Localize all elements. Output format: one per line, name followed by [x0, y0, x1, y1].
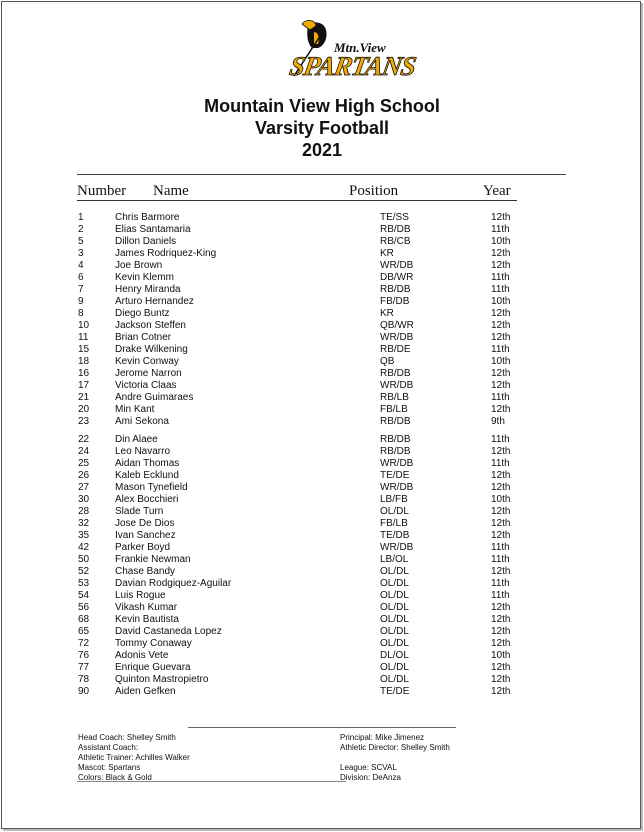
player-position: OL/DL	[380, 674, 409, 685]
roster-row	[0, 626, 644, 638]
player-year: 12th	[491, 566, 511, 577]
player-number: 11	[78, 332, 89, 343]
player-name: Ami Sekona	[115, 416, 169, 427]
player-name: Kevin Klemm	[115, 272, 174, 283]
player-number: 72	[78, 638, 90, 649]
roster-row	[0, 662, 644, 674]
player-number: 10	[78, 320, 90, 331]
player-number: 2	[78, 224, 84, 235]
player-year: 12th	[491, 368, 511, 379]
player-number: 25	[78, 458, 90, 469]
athletic-trainer: Athletic Trainer: Achilles Walker	[78, 753, 190, 762]
roster-row	[0, 404, 644, 416]
player-position: TE/SS	[380, 212, 409, 223]
player-position: FB/LB	[380, 518, 408, 529]
player-year: 12th	[491, 638, 511, 649]
player-number: 35	[78, 530, 90, 541]
roster-row	[0, 248, 644, 260]
player-position: OL/DL	[380, 626, 409, 637]
player-position: FB/LB	[380, 404, 408, 415]
roster-row	[0, 482, 644, 494]
player-year: 11th	[491, 458, 510, 469]
roster-row	[0, 224, 644, 236]
team-title: Varsity Football	[254, 118, 390, 138]
player-year: 12th	[491, 380, 511, 391]
player-year: 12th	[491, 404, 511, 415]
player-name: Jackson Steffen	[115, 320, 186, 331]
player-year: 11th	[491, 554, 510, 565]
player-year: 12th	[491, 686, 511, 697]
player-name: Brian Cotner	[115, 332, 172, 343]
player-year: 10th	[491, 356, 511, 367]
player-position: OL/DL	[380, 638, 409, 649]
player-number: 4	[78, 260, 84, 271]
roster-row	[0, 602, 644, 614]
player-year: 12th	[491, 260, 511, 271]
player-position: RB/DB	[380, 416, 411, 427]
player-number: 65	[78, 626, 90, 637]
roster-row	[0, 368, 644, 380]
player-year: 12th	[491, 308, 511, 319]
roster-row	[0, 212, 644, 224]
player-position: QB/WR	[380, 320, 414, 331]
player-name: David Castaneda Lopez	[115, 626, 222, 637]
player-name: Kevin Conway	[115, 356, 179, 367]
principal: Principal: Mike Jimenez	[340, 733, 425, 742]
player-number: 21	[78, 392, 90, 403]
player-position: TE/DE	[380, 470, 410, 481]
roster-row	[0, 530, 644, 542]
player-year: 11th	[491, 272, 510, 283]
player-position: DL/OL	[380, 650, 409, 661]
logo-text-mtn-view: Mtn.View	[334, 40, 386, 55]
player-position: WR/DB	[380, 542, 414, 553]
player-year: 11th	[491, 344, 510, 355]
footer-underline	[77, 781, 346, 782]
player-year: 10th	[491, 494, 511, 505]
player-year: 11th	[491, 434, 510, 445]
player-position: WR/DB	[380, 260, 414, 271]
player-number: 16	[78, 368, 90, 379]
player-position: OL/DL	[380, 566, 409, 577]
player-number: 28	[78, 506, 90, 517]
player-name: Kevin Bautista	[115, 614, 179, 625]
roster-row	[0, 590, 644, 602]
player-number: 52	[78, 566, 90, 577]
player-year: 10th	[491, 650, 511, 661]
player-name: Ivan Sanchez	[115, 530, 176, 541]
assistant-coach: Assistant Coach:	[78, 743, 139, 752]
player-number: 77	[78, 662, 90, 673]
player-number: 17	[78, 380, 90, 391]
roster-row	[0, 296, 644, 308]
player-name: Luis Rogue	[115, 590, 166, 601]
roster-row	[0, 650, 644, 662]
player-position: OL/DL	[380, 590, 409, 601]
player-position: WR/DB	[380, 458, 414, 469]
player-year: 12th	[491, 320, 511, 331]
player-position: RB/DB	[380, 284, 411, 295]
player-position: RB/DB	[380, 368, 411, 379]
player-name: Joe Brown	[115, 260, 163, 271]
player-number: 8	[78, 308, 84, 319]
roster-row	[0, 578, 644, 590]
player-year: 11th	[491, 578, 510, 589]
player-position: WR/DB	[380, 482, 414, 493]
player-number: 23	[78, 416, 90, 427]
roster-row	[0, 638, 644, 650]
player-year: 12th	[491, 518, 511, 529]
player-name: Aidan Thomas	[115, 458, 180, 469]
player-position: RB/DB	[380, 224, 411, 235]
roster-row	[0, 380, 644, 392]
head-coach: Head Coach: Shelley Smith	[78, 733, 176, 742]
roster-row	[0, 446, 644, 458]
player-number: 78	[78, 674, 90, 685]
player-year: 12th	[491, 530, 511, 541]
player-year: 12th	[491, 446, 511, 457]
school-title: Mountain View High School	[204, 96, 440, 116]
roster-row	[0, 518, 644, 530]
player-position: RB/DB	[380, 434, 411, 445]
roster-row	[0, 416, 644, 428]
player-position: KR	[380, 248, 394, 259]
season-year: 2021	[301, 140, 343, 160]
roster-row	[0, 566, 644, 578]
player-name: Diego Buntz	[115, 308, 170, 319]
player-position: RB/DB	[380, 446, 411, 457]
player-number: 5	[78, 236, 84, 247]
roster-row	[0, 434, 644, 446]
player-position: OL/DL	[380, 602, 409, 613]
player-name: Jerome Narron	[115, 368, 182, 379]
player-name: Enrique Guevara	[115, 662, 191, 673]
player-year: 12th	[491, 482, 511, 493]
player-number: 30	[78, 494, 90, 505]
roster-row	[0, 236, 644, 248]
roster-row	[0, 494, 644, 506]
player-number: 54	[78, 590, 90, 601]
player-number: 53	[78, 578, 90, 589]
player-year: 12th	[491, 614, 511, 625]
player-year: 12th	[491, 506, 511, 517]
player-name: Quinton Mastropietro	[115, 674, 209, 685]
player-number: 76	[78, 650, 90, 661]
player-number: 7	[78, 284, 84, 295]
roster-row	[0, 272, 644, 284]
player-year: 11th	[491, 590, 510, 601]
player-name: Drake Wilkening	[115, 344, 188, 355]
player-name: Jose De Dios	[115, 518, 175, 529]
player-number: 42	[78, 542, 90, 553]
footer-divider	[188, 727, 456, 728]
player-number: 9	[78, 296, 84, 307]
player-name: Davian Rodgiquez-Aguilar	[115, 578, 232, 589]
player-year: 12th	[491, 212, 511, 223]
player-name: Henry Miranda	[115, 284, 181, 295]
player-name: Chase Bandy	[115, 566, 176, 577]
player-position: OL/DL	[380, 614, 409, 625]
roster-row	[0, 344, 644, 356]
player-name: Mason Tynefield	[115, 482, 188, 493]
roster-row	[0, 470, 644, 482]
column-header-position: Position	[349, 183, 399, 199]
player-number: 1	[78, 212, 84, 223]
player-position: TE/DE	[380, 686, 410, 697]
player-name: Arturo Hernandez	[115, 296, 194, 307]
player-year: 10th	[491, 296, 511, 307]
player-name: Adonis Vete	[115, 650, 169, 661]
player-name: Din Alaee	[115, 434, 158, 445]
column-header-underline	[77, 200, 517, 201]
player-position: WR/DB	[380, 332, 414, 343]
player-number: 26	[78, 470, 90, 481]
player-position: FB/DB	[380, 296, 410, 307]
staff-right-block	[340, 733, 450, 783]
player-year: 12th	[491, 470, 511, 481]
player-position: OL/DL	[380, 578, 409, 589]
player-position: LB/FB	[380, 494, 408, 505]
player-year: 11th	[491, 542, 510, 553]
header-divider	[77, 174, 566, 175]
roster-row	[0, 308, 644, 320]
player-year: 12th	[491, 674, 511, 685]
player-number: 15	[78, 344, 90, 355]
column-header-year: Year	[483, 183, 511, 199]
player-name: Victoria Claas	[115, 380, 177, 391]
player-position: OL/DL	[380, 662, 409, 673]
player-position: RB/CB	[380, 236, 411, 247]
player-year: 11th	[491, 392, 510, 403]
player-number: 56	[78, 602, 90, 613]
roster-row	[0, 458, 644, 470]
player-number: 22	[78, 434, 90, 445]
player-name: Leo Navarro	[115, 446, 171, 457]
player-name: Aiden Gefken	[115, 686, 176, 697]
player-year: 12th	[491, 332, 511, 343]
roster-row	[0, 284, 644, 296]
player-position: TE/DB	[380, 530, 410, 541]
player-year: 10th	[491, 236, 511, 247]
player-position: QB	[380, 356, 395, 367]
player-number: 90	[78, 686, 90, 697]
roster-row	[0, 392, 644, 404]
player-name: Alex Bocchieri	[115, 494, 179, 505]
player-number: 27	[78, 482, 90, 493]
player-year: 12th	[491, 602, 511, 613]
player-name: Slade Turn	[115, 506, 164, 517]
player-number: 24	[78, 446, 90, 457]
player-position: KR	[380, 308, 394, 319]
division: Division: DeAnza	[340, 773, 401, 782]
player-number: 6	[78, 272, 84, 283]
player-year: 12th	[491, 626, 511, 637]
athletic-director: Athletic Director: Shelley Smith	[340, 743, 450, 752]
player-year: 12th	[491, 248, 511, 259]
player-number: 3	[78, 248, 84, 259]
player-year: 12th	[491, 662, 511, 673]
player-year: 9th	[491, 416, 505, 427]
player-year: 11th	[491, 224, 510, 235]
player-number: 32	[78, 518, 90, 529]
player-name: Tommy Conaway	[115, 638, 192, 649]
logo-text-spartans: SPARTANS	[287, 51, 418, 81]
player-name: Chris Barmore	[115, 212, 180, 223]
player-number: 50	[78, 554, 90, 565]
player-position: WR/DB	[380, 380, 414, 391]
roster-row	[0, 554, 644, 566]
player-name: Frankie Newman	[115, 554, 191, 565]
roster-row	[0, 332, 644, 344]
player-name: Vikash Kumar	[115, 602, 178, 613]
column-header-name: Name	[153, 183, 189, 199]
player-position: LB/OL	[380, 554, 409, 565]
roster-row	[0, 356, 644, 368]
mascot: Mascot: Spartans	[78, 763, 141, 772]
roster-row	[0, 320, 644, 332]
player-name: Elias Santamaria	[115, 224, 191, 235]
player-number: 20	[78, 404, 90, 415]
player-name: James Rodriquez-King	[115, 248, 217, 259]
column-header-number: Number	[77, 183, 127, 199]
player-year: 11th	[491, 284, 510, 295]
player-position: RB/DE	[380, 344, 411, 355]
player-name: Dillon Daniels	[115, 236, 177, 247]
roster-row	[0, 506, 644, 518]
player-name: Parker Boyd	[115, 542, 171, 553]
roster-row	[0, 614, 644, 626]
staff-left-block	[78, 733, 190, 783]
roster-row	[0, 674, 644, 686]
colors: Colors: Black & Gold	[78, 773, 152, 782]
player-position: DB/WR	[380, 272, 414, 283]
player-number: 18	[78, 356, 90, 367]
player-position: RB/LB	[380, 392, 409, 403]
roster-row	[0, 260, 644, 272]
league: League: SCVAL	[340, 763, 397, 772]
player-name: Andre Guimaraes	[115, 392, 194, 403]
roster-row	[0, 686, 644, 698]
player-number: 68	[78, 614, 90, 625]
player-name: Min Kant	[115, 404, 155, 415]
player-position: OL/DL	[380, 506, 409, 517]
player-name: Kaleb Ecklund	[115, 470, 179, 481]
roster-row	[0, 542, 644, 554]
